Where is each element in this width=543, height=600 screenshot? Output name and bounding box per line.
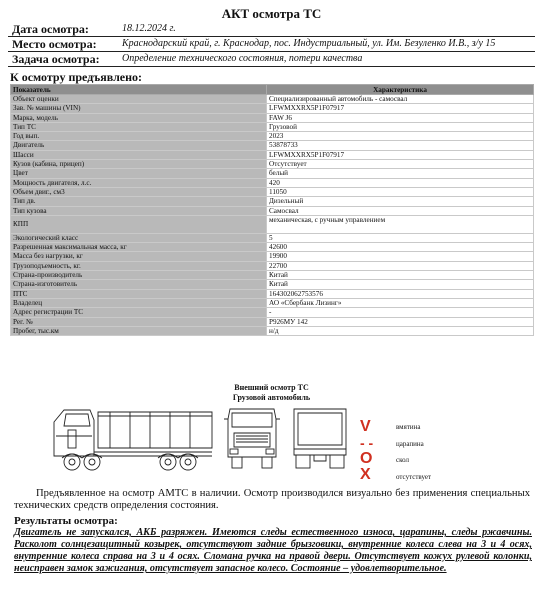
row-value-cell: Р926МУ 142 — [267, 317, 534, 326]
table-row — [11, 308, 534, 317]
inspection-task-value: Определение технического состояния, потери качества — [122, 53, 363, 64]
row-value-cell: белый — [267, 169, 534, 178]
row-parameter-cell: Разрешенная максимальная масса, кг — [11, 243, 267, 252]
table-row — [11, 326, 534, 335]
row-parameter-cell: Страна-производитель — [11, 271, 267, 280]
legend-chip-symbol: O — [360, 450, 373, 467]
row-parameter-cell: Масса без нагрузки, кг — [11, 252, 267, 261]
table-row — [11, 215, 534, 233]
results-title: Результаты осмотра: — [14, 515, 118, 527]
row-value-cell: 2023 — [267, 132, 534, 141]
truck-front-view-drawing — [222, 405, 282, 471]
row-parameter-cell: Тип дв. — [11, 197, 267, 206]
row-value-cell: механическая, с ручным управлением — [267, 215, 534, 233]
inspection-date-row — [8, 22, 535, 37]
row-value-cell: LFWMXXRX5P1F07917 — [267, 104, 534, 113]
row-parameter-cell: Грузоподъемность, кг. — [11, 261, 267, 270]
table-row — [11, 113, 534, 122]
row-parameter-cell: Кузов (кабина, прицеп) — [11, 160, 267, 169]
table-row — [11, 104, 534, 113]
row-parameter-cell: Зав. № машины (VIN) — [11, 104, 267, 113]
table-body — [11, 95, 534, 336]
table-row — [11, 243, 534, 252]
truck-rear-view-drawing — [290, 405, 350, 471]
row-value-cell: н/д — [267, 326, 534, 335]
table-row — [11, 122, 534, 131]
row-value-cell: 53878733 — [267, 141, 534, 150]
table-row — [11, 187, 534, 196]
inspection-place-row — [8, 37, 535, 52]
legend-missing-symbol: X — [360, 466, 371, 483]
inspection-date-label: Дата осмотра: — [12, 22, 89, 36]
inspection-paragraph: Предъявленное на осмотр АМТС в наличии. Осмотр производился визуально без применения специальных технических средств определения состояния. — [14, 488, 530, 511]
row-parameter-cell: ПТС — [11, 289, 267, 298]
table-row — [11, 280, 534, 289]
row-parameter-cell: Рег. № — [11, 317, 267, 326]
table-row — [11, 317, 534, 326]
row-value-cell: Специализированный автомобиль - самосвал — [267, 95, 534, 104]
table-row — [11, 150, 534, 159]
table-row — [11, 298, 534, 307]
vehicle-spec-table — [10, 84, 534, 336]
row-value-cell: LFWMXXRX5P1F07917 — [267, 150, 534, 159]
document-title: АКТ осмотра ТС — [221, 6, 322, 21]
table-header-parameter: Показатель — [11, 85, 267, 95]
table-row — [11, 95, 534, 104]
row-parameter-cell: Шасси — [11, 150, 267, 159]
row-value-cell: 19900 — [267, 252, 534, 261]
row-parameter-cell: Двигатель — [11, 141, 267, 150]
table-row — [11, 261, 534, 270]
truck-side-view-drawing — [50, 406, 216, 474]
row-parameter-cell: Тип ТС — [11, 122, 267, 131]
row-parameter-cell: Марка, модель — [11, 113, 267, 122]
inspection-place-label: Место осмотра: — [12, 37, 97, 51]
row-value-cell: 42600 — [267, 243, 534, 252]
table-row — [11, 132, 534, 141]
table-row — [11, 252, 534, 261]
inspection-place-value: Краснодарский край, г. Краснодар, пос. Индустриальный, ул. Им. Безуленко И.В., з/у 15 — [122, 38, 496, 49]
inspection-task-label: Задача осмотра: — [12, 52, 100, 66]
row-parameter-cell: Год вып. — [11, 132, 267, 141]
row-parameter-cell: Страна-изготовитель — [11, 280, 267, 289]
row-value-cell: 22700 — [267, 261, 534, 270]
table-row — [11, 289, 534, 298]
legend-scratch-symbol: - - — [360, 435, 374, 451]
damage-legend — [360, 418, 480, 490]
row-parameter-cell: Экологический класс — [11, 233, 267, 242]
table-row — [11, 141, 534, 150]
row-value-cell: 164302062753576 — [267, 289, 534, 298]
row-parameter-cell: Объем двиг., см3 — [11, 187, 267, 196]
table-header-value: Характеристика — [267, 85, 534, 95]
inspection-task-row — [8, 52, 535, 67]
row-value-cell: Китай — [267, 280, 534, 289]
row-value-cell: 5 — [267, 233, 534, 242]
diagram-title-line1: Внешний осмотр ТС — [234, 383, 309, 392]
row-parameter-cell: КПП — [11, 215, 267, 233]
row-parameter-cell: Адрес регистрации ТС — [11, 308, 267, 317]
row-value-cell: - — [267, 308, 534, 317]
row-value-cell: 11050 — [267, 187, 534, 196]
table-row — [11, 271, 534, 280]
inspection-date-value: 18.12.2024 г. — [122, 23, 176, 34]
row-value-cell: FAW J6 — [267, 113, 534, 122]
row-value-cell: Грузовой — [267, 122, 534, 131]
legend-dent-label: вмятина — [396, 423, 421, 431]
row-parameter-cell: Тип кузова — [11, 206, 267, 215]
row-value-cell: Отсутствует — [267, 160, 534, 169]
legend-missing-label: отсутствует — [396, 473, 432, 481]
row-parameter-cell: Владелец — [11, 298, 267, 307]
table-row — [11, 178, 534, 187]
row-value-cell: Китай — [267, 271, 534, 280]
table-row — [11, 160, 534, 169]
table-row — [11, 233, 534, 242]
legend-dent-symbol: V — [360, 418, 371, 435]
row-parameter-cell: Объект оценки — [11, 95, 267, 104]
row-value-cell: АО «Сбербанк Лизинг» — [267, 298, 534, 307]
legend-scratch-label: царапина — [396, 440, 424, 448]
diagram-title-line2: Грузовой автомобиль — [232, 393, 311, 402]
table-header-row — [11, 85, 534, 95]
table-row — [11, 169, 534, 178]
row-parameter-cell: Пробег, тыс.км — [11, 326, 267, 335]
row-value-cell: Дизельный — [267, 197, 534, 206]
diagram-title — [0, 383, 543, 403]
section-title: К осмотру предъявлено: — [10, 70, 143, 84]
row-parameter-cell: Мощность двигателя, л.с. — [11, 178, 267, 187]
legend-chip-label: скол — [396, 456, 410, 464]
row-value-cell: 420 — [267, 178, 534, 187]
row-value-cell: Самосвал — [267, 206, 534, 215]
table-row — [11, 197, 534, 206]
row-parameter-cell: Цвет — [11, 169, 267, 178]
table-row — [11, 206, 534, 215]
results-text: Двигатель не запускался, АКБ разряжен. Имеются следы естественного износа, царапины, следы ржавчины. Расколот солнцезащитный козырек, отсутствуют задние брызговики, внутренние колеса слева на 3 и 4 осях, внутренние колеса справа на 3 и 4 осях. Сломана ручка на правой двери. Отсутствует кожух рулевой колонки, неисправен замок зажигания, отсутствует запасное колесо. Состояние – удовлетворительное. — [14, 527, 532, 574]
